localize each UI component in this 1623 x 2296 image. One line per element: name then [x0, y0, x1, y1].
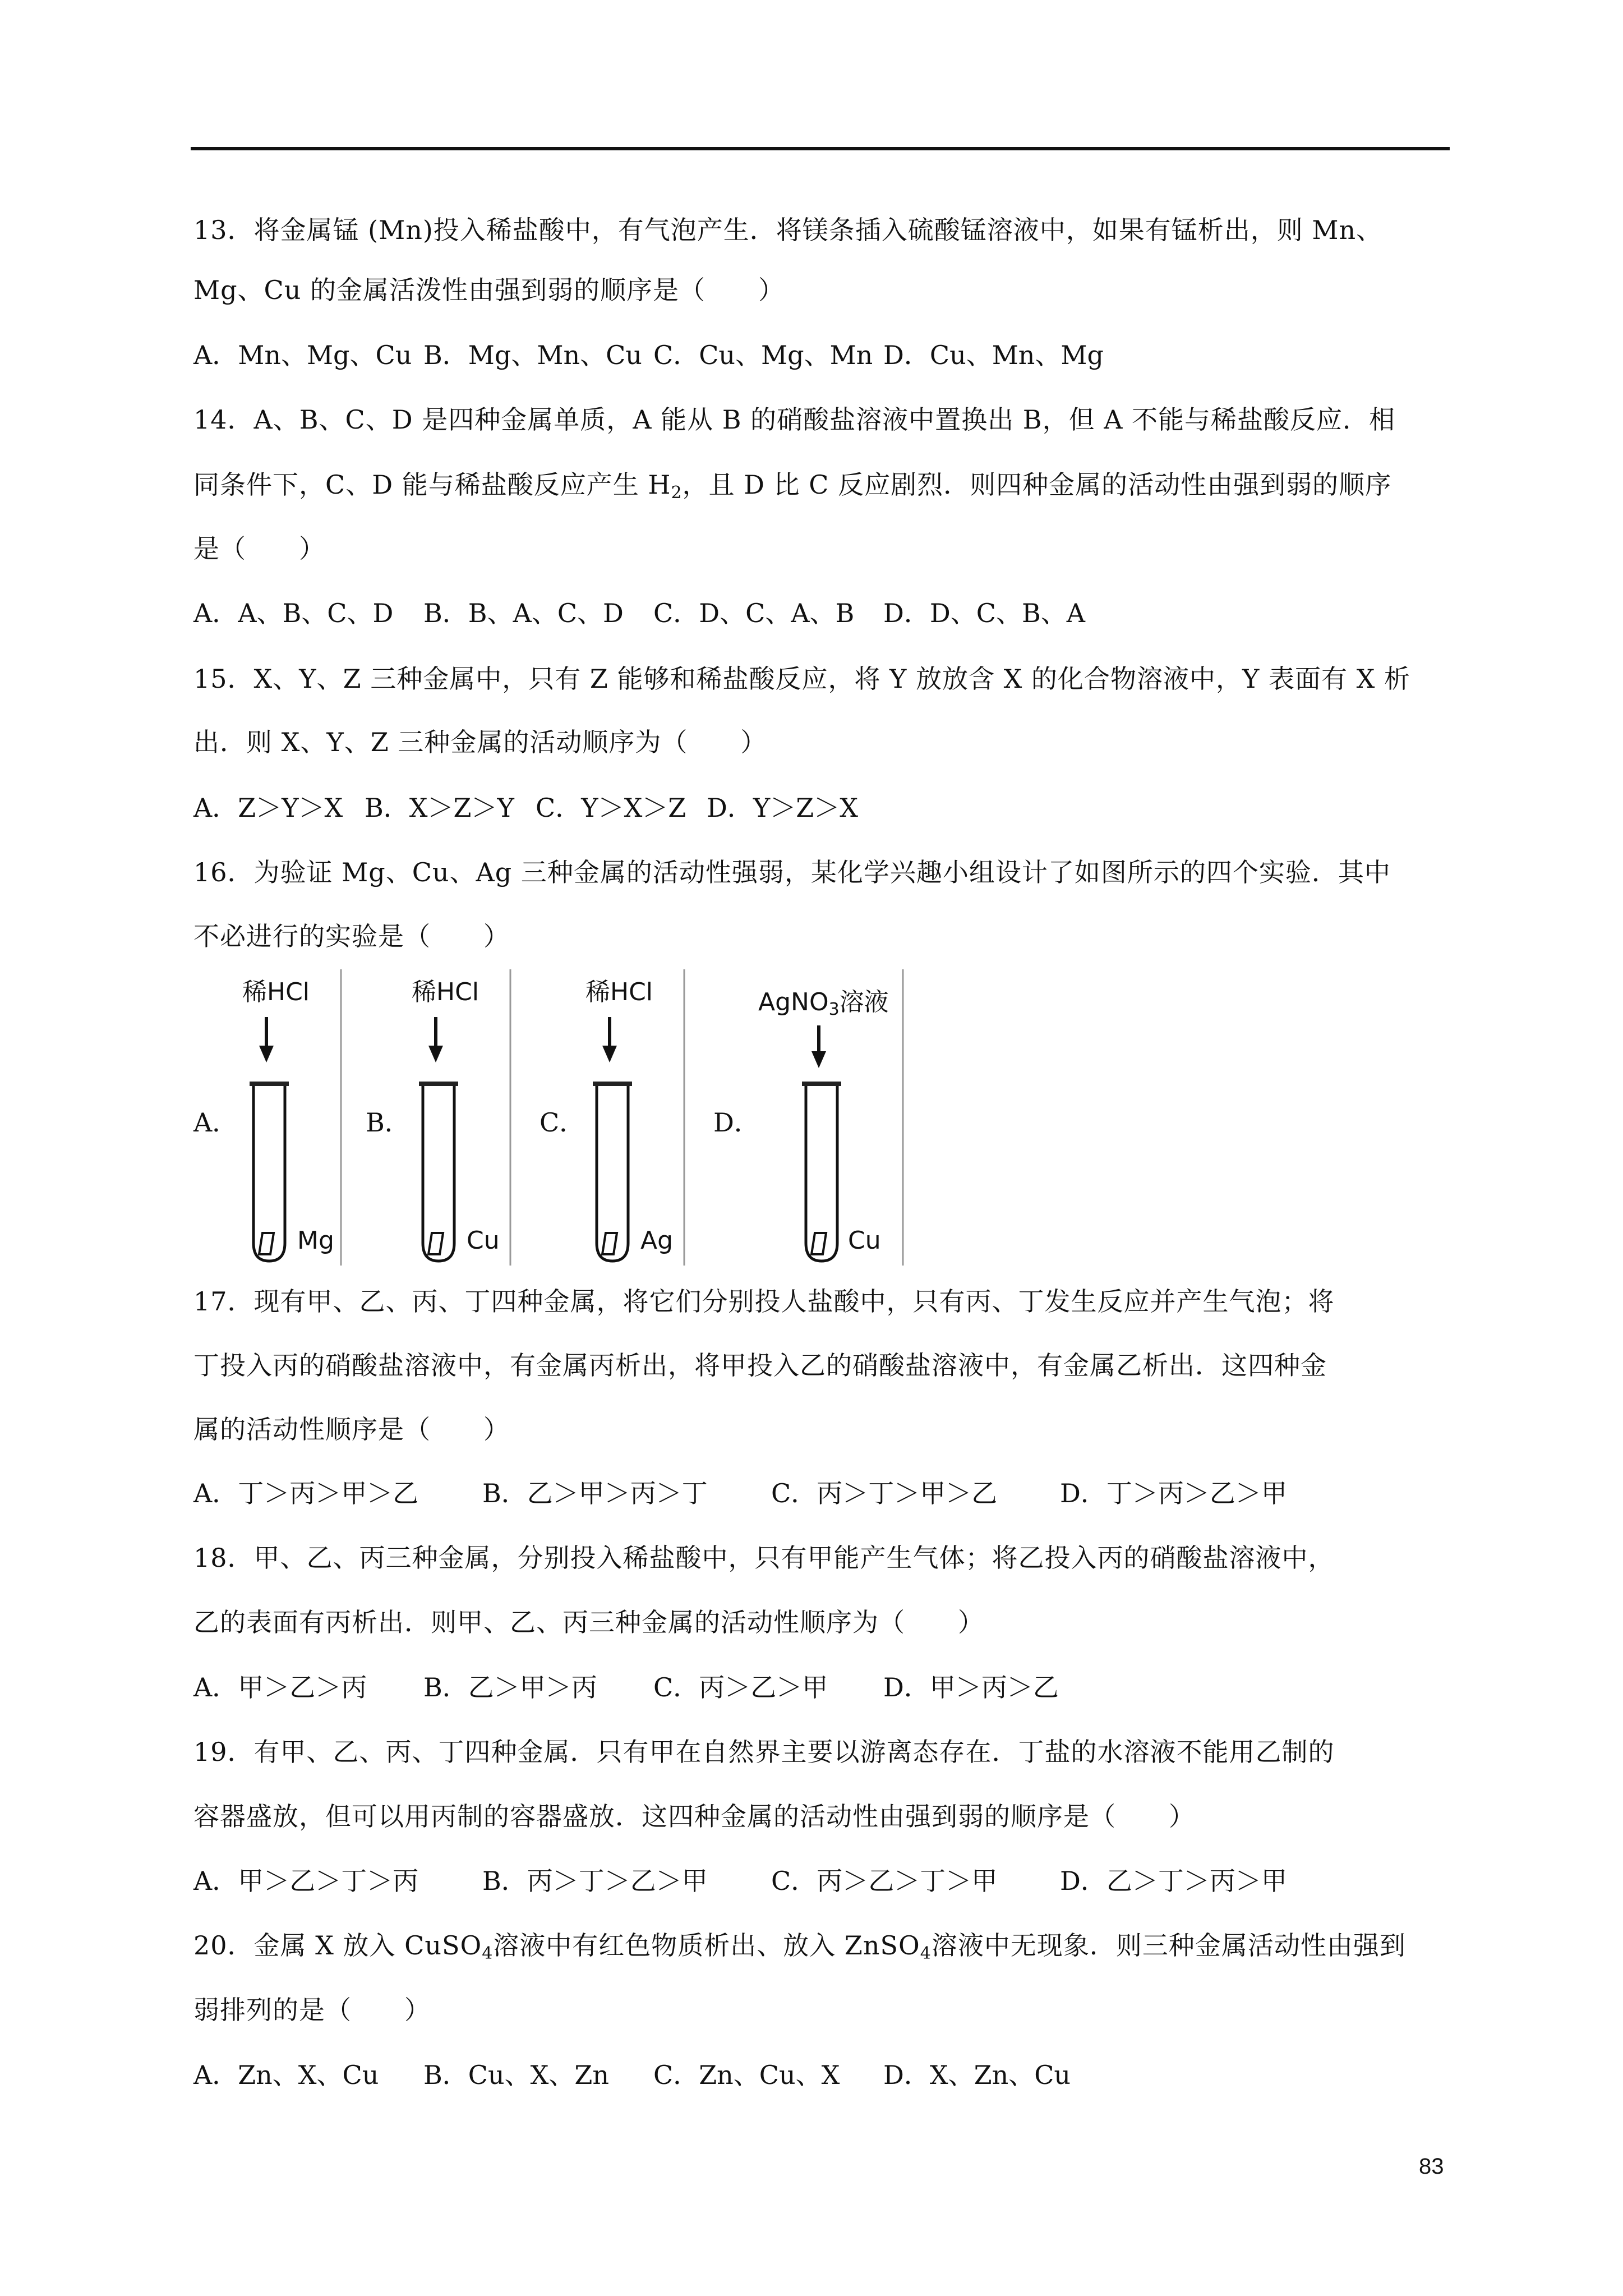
q16-option-c-label[interactable]: C．: [540, 1107, 585, 1138]
q17-stem-line2: 丁投入丙的硝酸盐溶液中，有金属丙析出，将甲投入乙的硝酸盐溶液中，有金属乙析出．这四种金: [193, 1350, 1327, 1381]
q14-option-b[interactable]: B．B、A、C、D: [423, 598, 624, 628]
q16-figure-b[interactable]: [411, 964, 517, 1267]
q15-option-c[interactable]: C．Y＞X＞Z: [536, 793, 686, 823]
q19-option-b[interactable]: B．丙＞丁＞乙＞甲: [482, 1866, 708, 1896]
q18-option-d[interactable]: D．甲＞丙＞乙: [883, 1672, 1059, 1703]
reagent-label: AgNO$_3$溶液: [758, 988, 889, 1019]
q16-option-a-label[interactable]: A．: [193, 1107, 238, 1138]
q19-option-d[interactable]: D．乙＞丁＞丙＞甲: [1060, 1866, 1287, 1896]
q13-option-c[interactable]: C．Cu、Mg、Mn: [653, 340, 873, 370]
q18-option-a[interactable]: A．甲＞乙＞丙: [193, 1672, 367, 1703]
q16-stem-line2: 不必进行的实验是（ ）: [193, 921, 510, 951]
q15-stem-line2: 出．则 X、Y、Z 三种金属的活动顺序为（ ）: [193, 727, 767, 757]
q16-option-b-label[interactable]: B．: [366, 1107, 411, 1138]
q20-option-c[interactable]: C．Zn、Cu、X: [653, 2060, 840, 2090]
q20-stem-line2: 弱排列的是（ ）: [193, 1995, 431, 2025]
q19-option-c[interactable]: C．丙＞乙＞丁＞甲: [771, 1866, 998, 1896]
q17-option-d[interactable]: D．丁＞丙＞乙＞甲: [1060, 1478, 1287, 1508]
q20-stem-line1: 20．金属 X 放入 CuSO$_4$溶液中有红色物质析出、放入 ZnSO$_4$溶液中无现象．则三种金属活动性由强到: [193, 1930, 1406, 1963]
test-tube-icon: [584, 964, 691, 1267]
reagent-label: 稀HCl: [585, 978, 653, 1006]
test-tube-icon: [758, 964, 910, 1267]
q13-stem-line2: Mg、Cu 的金属活泼性由强到弱的顺序是（ ）: [193, 275, 785, 305]
q15-option-d[interactable]: D．Y＞Z＞X: [707, 793, 858, 823]
reagent-label: 稀HCl: [412, 978, 479, 1006]
q16-figure-d[interactable]: [758, 964, 910, 1267]
q14-option-a[interactable]: A．A、B、C、D: [193, 598, 394, 628]
q14-stem-line3: 是（ ）: [193, 533, 325, 564]
metal-label: Cu: [848, 1226, 881, 1255]
q17-stem-line3: 属的活动性顺序是（ ）: [193, 1414, 510, 1444]
q20-option-b[interactable]: B．Cu、X、Zn: [423, 2060, 609, 2090]
q17-option-a[interactable]: A．丁＞丙＞甲＞乙: [193, 1478, 419, 1508]
page-number: 83: [1419, 2154, 1444, 2179]
metal-label: Mg: [297, 1226, 334, 1255]
q19-stem-line2: 容器盛放，但可以用丙制的容器盛放．这四种金属的活动性由强到弱的顺序是（ ）: [193, 1801, 1195, 1832]
q20-options: [193, 2058, 1071, 2260]
q19-option-a[interactable]: A．甲＞乙＞丁＞丙: [193, 1866, 419, 1896]
q13-option-d[interactable]: D．Cu、Mn、Mg: [883, 340, 1104, 370]
q14-option-d[interactable]: D．D、C、B、A: [883, 598, 1085, 628]
q15-option-a[interactable]: A．Z＞Y＞X: [193, 793, 343, 823]
q17-option-b[interactable]: B．乙＞甲＞丙＞丁: [482, 1478, 708, 1508]
q17-option-c[interactable]: C．丙＞丁＞甲＞乙: [771, 1478, 998, 1508]
test-tube-icon: [411, 964, 517, 1267]
q18-stem-line1: 18．甲、乙、丙三种金属，分别投入稀盐酸中，只有甲能产生气体；将乙投入丙的硝酸盐溶液中，: [193, 1543, 1335, 1573]
test-tube-icon: [241, 964, 348, 1267]
q15-option-b[interactable]: B．X＞Z＞Y: [365, 793, 514, 823]
q20-option-d[interactable]: D．X、Zn、Cu: [883, 2060, 1071, 2090]
q15-stem-line1: 15．X、Y、Z 三种金属中，只有 Z 能够和稀盐酸反应，将 Y 放放含 X 的化合物溶液中，Y 表面有 X 析: [193, 664, 1411, 694]
q14-stem-line2: 同条件下，C、D 能与稀盐酸反应产生 $H_2$，且 D 比 C 反应剧烈．则四种金属的活动性由强到弱的顺序: [193, 470, 1392, 503]
q14-stem-line1: 14．A、B、C、D 是四种金属单质，A 能从 B 的硝酸盐溶液中置换出 B，但 A 不能与稀盐酸反应．相: [193, 404, 1396, 435]
q18-option-c[interactable]: C．丙＞乙＞甲: [653, 1672, 828, 1703]
q14-option-c[interactable]: C．D、C、A、B: [653, 598, 855, 628]
q16-stem-line1: 16．为验证 Mg、Cu、Ag 三种金属的活动性强弱，某化学兴趣小组设计了如图所示的四个实验．其中: [193, 857, 1391, 887]
q17-stem-line1: 17．现有甲、乙、丙、丁四种金属，将它们分别投人盐酸中，只有丙、丁发生反应并产生气泡；将: [193, 1286, 1335, 1317]
q13-stem-line1: 13．将金属锰 (Mn)投入稀盐酸中，有气泡产生．将镁条插入硫酸锰溶液中，如果有锰析出，则 Mn、: [193, 215, 1383, 245]
q13-option-a[interactable]: A．Mn、Mg、Cu: [193, 340, 412, 370]
q18-option-b[interactable]: B．乙＞甲＞丙: [423, 1672, 597, 1703]
metal-label: Ag: [640, 1226, 674, 1255]
q19-stem-line1: 19．有甲、乙、丙、丁四种金属．只有甲在自然界主要以游离态存在．丁盐的水溶液不能用乙制的: [193, 1737, 1335, 1767]
reagent-label: 稀HCl: [242, 978, 310, 1006]
q16-figure-a[interactable]: [241, 964, 348, 1267]
q16-option-d-label[interactable]: D．: [713, 1107, 760, 1138]
q16-figure-c[interactable]: [584, 964, 691, 1267]
q18-stem-line2: 乙的表面有丙析出．则甲、乙、丙三种金属的活动性顺序为（ ）: [193, 1607, 984, 1637]
header-rule: [191, 147, 1450, 150]
q20-option-a[interactable]: A．Zn、X、Cu: [193, 2060, 379, 2090]
q13-option-b[interactable]: B．Mg、Mn、Cu: [423, 340, 642, 370]
metal-label: Cu: [467, 1226, 500, 1255]
